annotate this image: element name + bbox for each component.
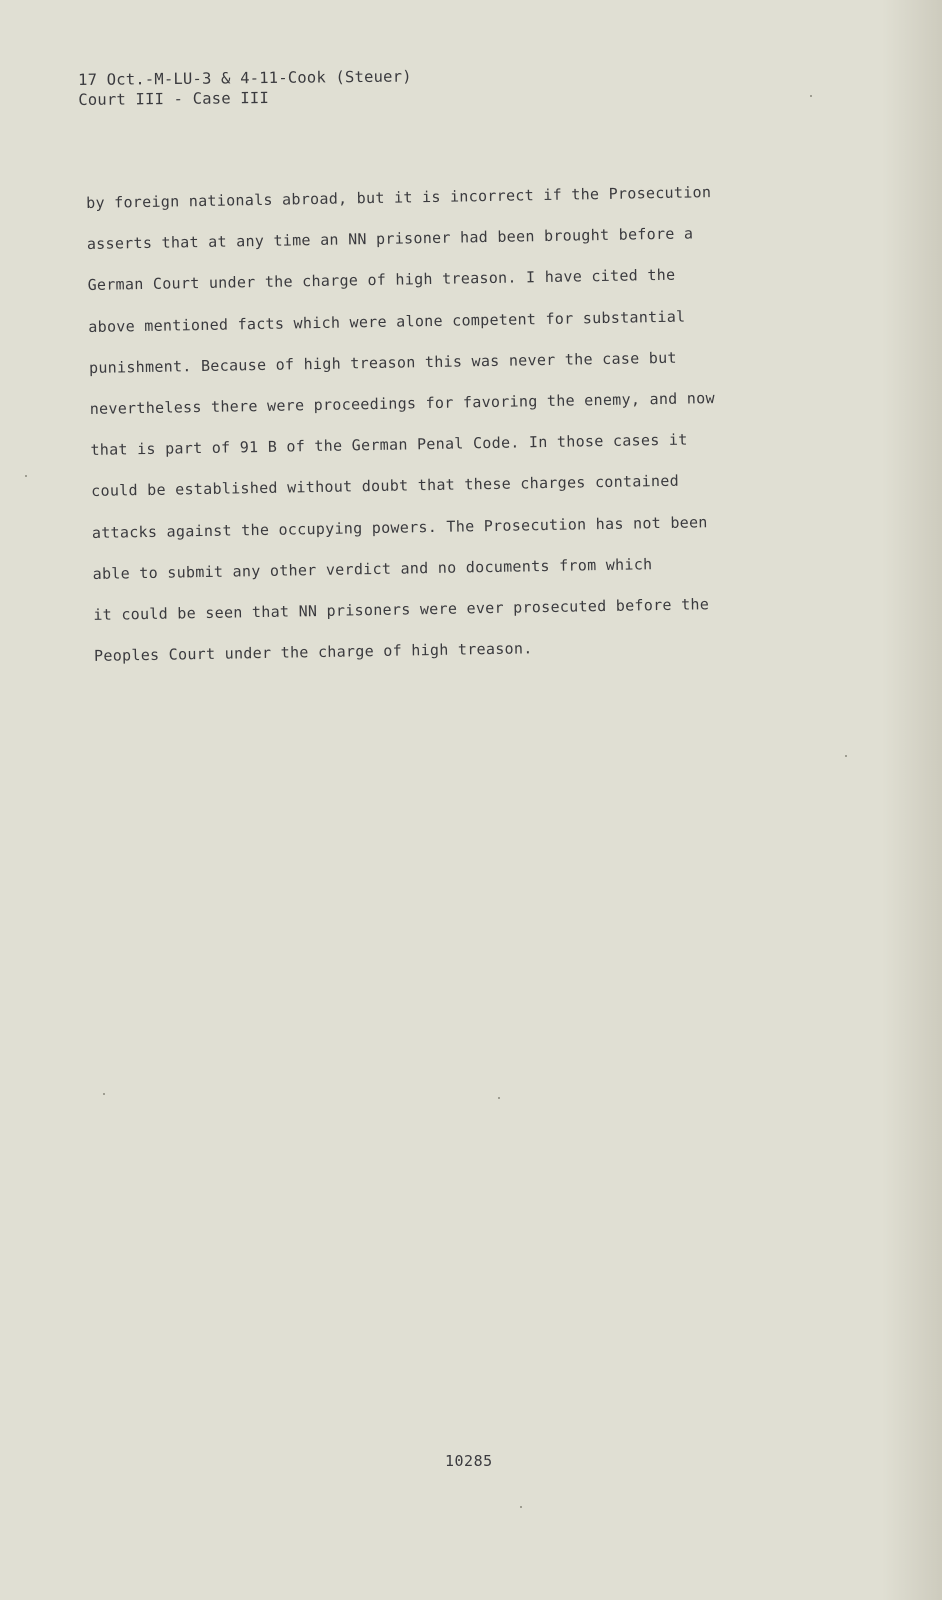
body-line: attacks against the occupying powers. The Prosecution has not been	[91, 512, 708, 542]
paper-speck	[25, 475, 27, 477]
body-line: could be established without doubt that these charges contained	[91, 472, 680, 501]
page-number: 10285	[445, 1452, 493, 1470]
header-reference-line: 17 Oct.-M-LU-3 & 4-11-Cook (Steuer)	[78, 67, 412, 89]
body-line: asserts that at any time an NN prisoner had been brought before a	[86, 224, 694, 254]
body-line: Peoples Court under the charge of high treason.	[93, 639, 533, 665]
paper-speck	[845, 755, 847, 757]
body-line: above mentioned facts which were alone competent for substantial	[88, 307, 686, 336]
header-court-line: Court III - Case III	[78, 89, 270, 109]
body-line: punishment. Because of high treason this was never the case but	[88, 348, 677, 377]
body-line: it could be seen that NN prisoners were ever prosecuted before the	[93, 595, 710, 624]
paper-speck	[810, 95, 812, 97]
paper-speck	[520, 1506, 522, 1508]
document-header	[78, 67, 412, 110]
body-line: able to submit any other verdict and no documents from which	[92, 554, 653, 583]
body-line: nevertheless there were proceedings for favoring the enemy, and now	[89, 388, 716, 418]
paper-speck	[498, 1097, 500, 1099]
body-line: that is part of 91 B of the German Penal Code. In those cases it	[90, 430, 688, 460]
paper-speck	[103, 1093, 105, 1095]
body-line: by foreign nationals abroad, but it is incorrect if the Prosecution	[86, 183, 712, 212]
body-line: German Court under the charge of high treason. I have cited the	[87, 266, 676, 295]
transcript-body	[86, 181, 795, 687]
